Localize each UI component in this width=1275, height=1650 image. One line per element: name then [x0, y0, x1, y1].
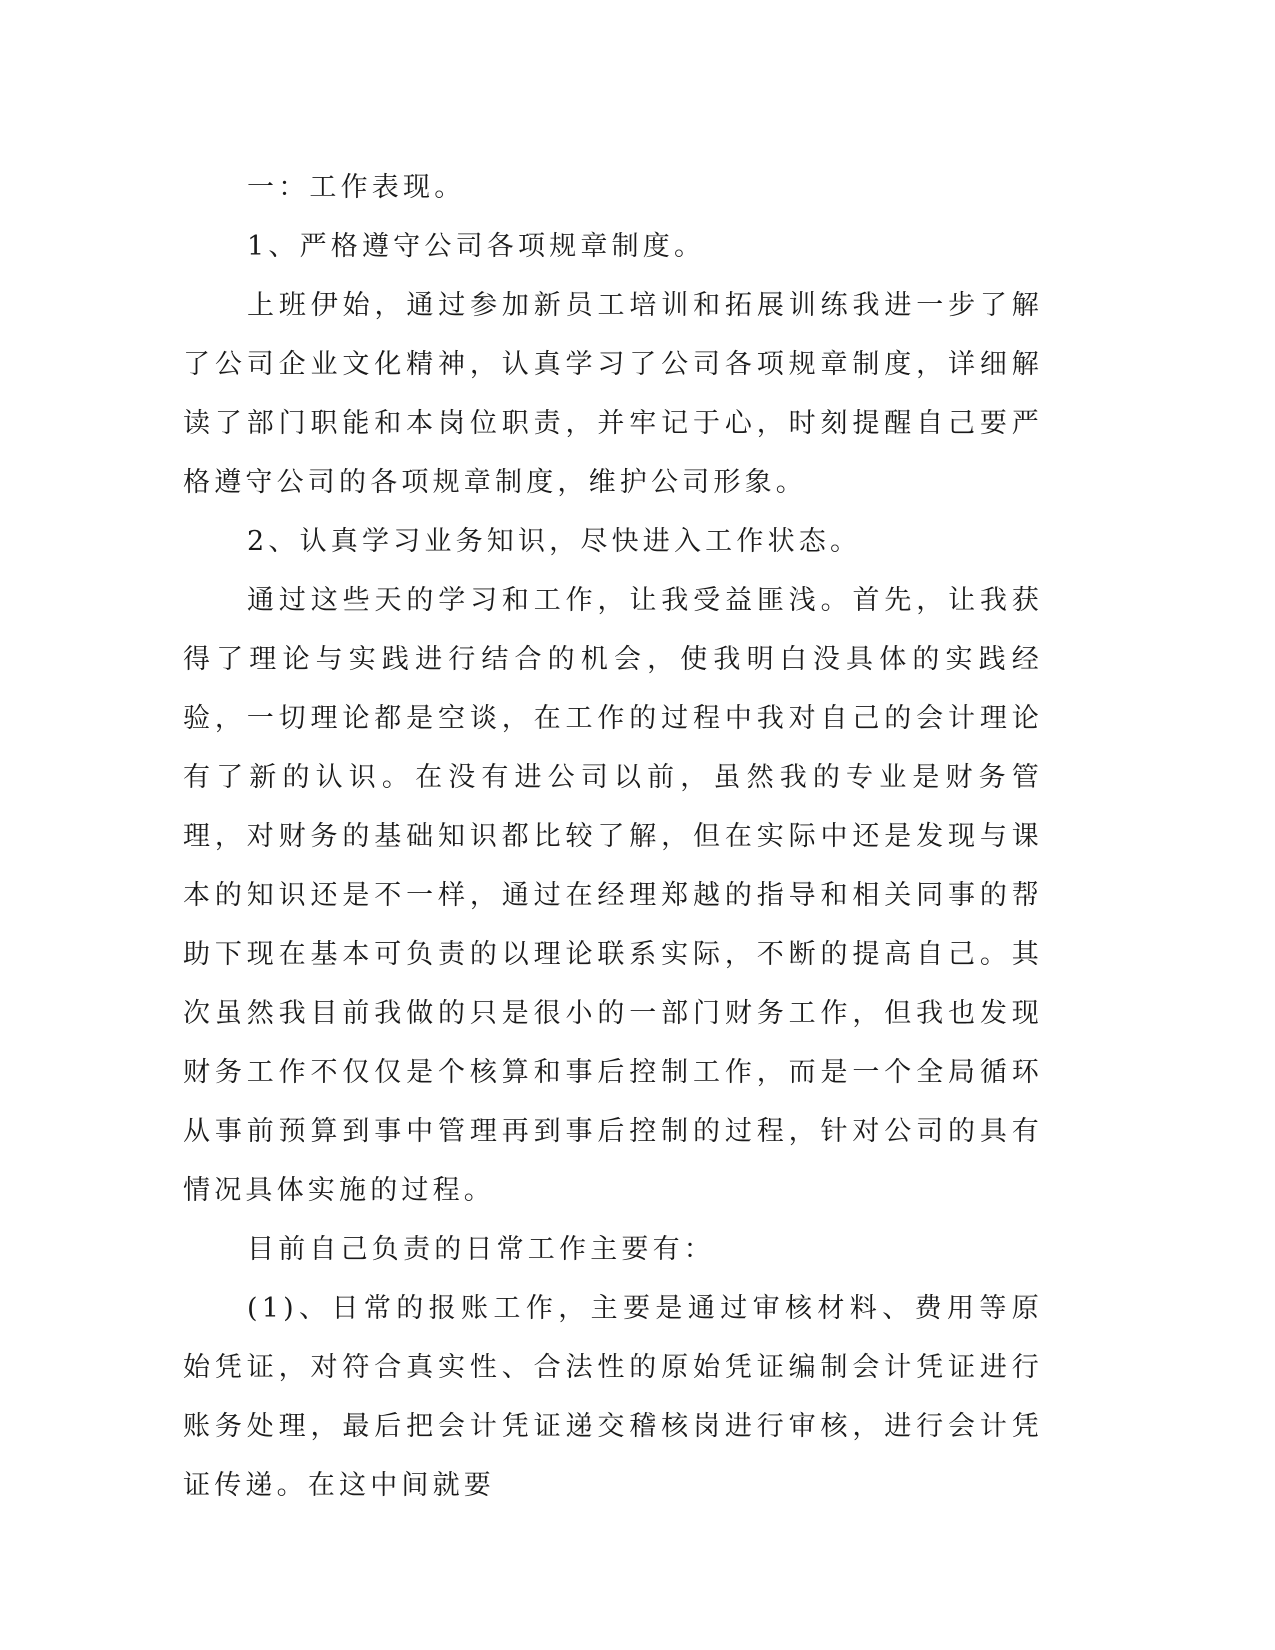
subheading-study: 2、认真学习业务知识，尽快进入工作状态。 [247, 526, 862, 557]
section-heading-work-performance: 一：工作表现。 [247, 172, 466, 203]
paragraph-rules: 上班伊始，通过参加新员工培训和拓展训练我进一步了解了公司企业文化精神，认真学习了公司各项规章制度，详细解读了部门职能和本岗位职责，并牢记于心，时刻提醒自己要严格遵守公司的各项规章制度，维护公司形象。 [183, 290, 1043, 498]
paragraph-reimbursement: (1)、日常的报账工作，主要是通过审核材料、费用等原始凭证，对符合真实性、合法性的原始凭证编制会计凭证进行账务处理，最后把会计凭证递交稽核岗进行审核，进行会计凭证传递。在这中间就要 [183, 1293, 1043, 1501]
paragraph-study: 通过这些天的学习和工作，让我受益匪浅。首先，让我获得了理论与实践进行结合的机会，使我明白没具体的实践经验，一切理论都是空谈，在工作的过程中我对自己的会计理论有了新的认识。在没有进公司以前，虽然我的专业是财务管理，对财务的基础知识都比较了解，但在实际中还是发现与课本的知识还是不一样，通过在经理郑越的指导和相关同事的帮助下现在基本可负责的以理论联系实际，不断的提高自己。其次虽然我目前我做的只是很小的一部门财务工作，但我也发现财务工作不仅仅是个核算和事后控制工作，而是一个全局循环从事前预算到事中管理再到事后控制的过程，针对公司的具有情况具体实施的过程。 [183, 585, 1043, 1206]
document-body [183, 158, 1043, 1515]
subheading-rules: 1、严格遵守公司各项规章制度。 [247, 231, 706, 262]
paragraph-daily-work-intro: 目前自己负责的日常工作主要有： [247, 1234, 715, 1265]
